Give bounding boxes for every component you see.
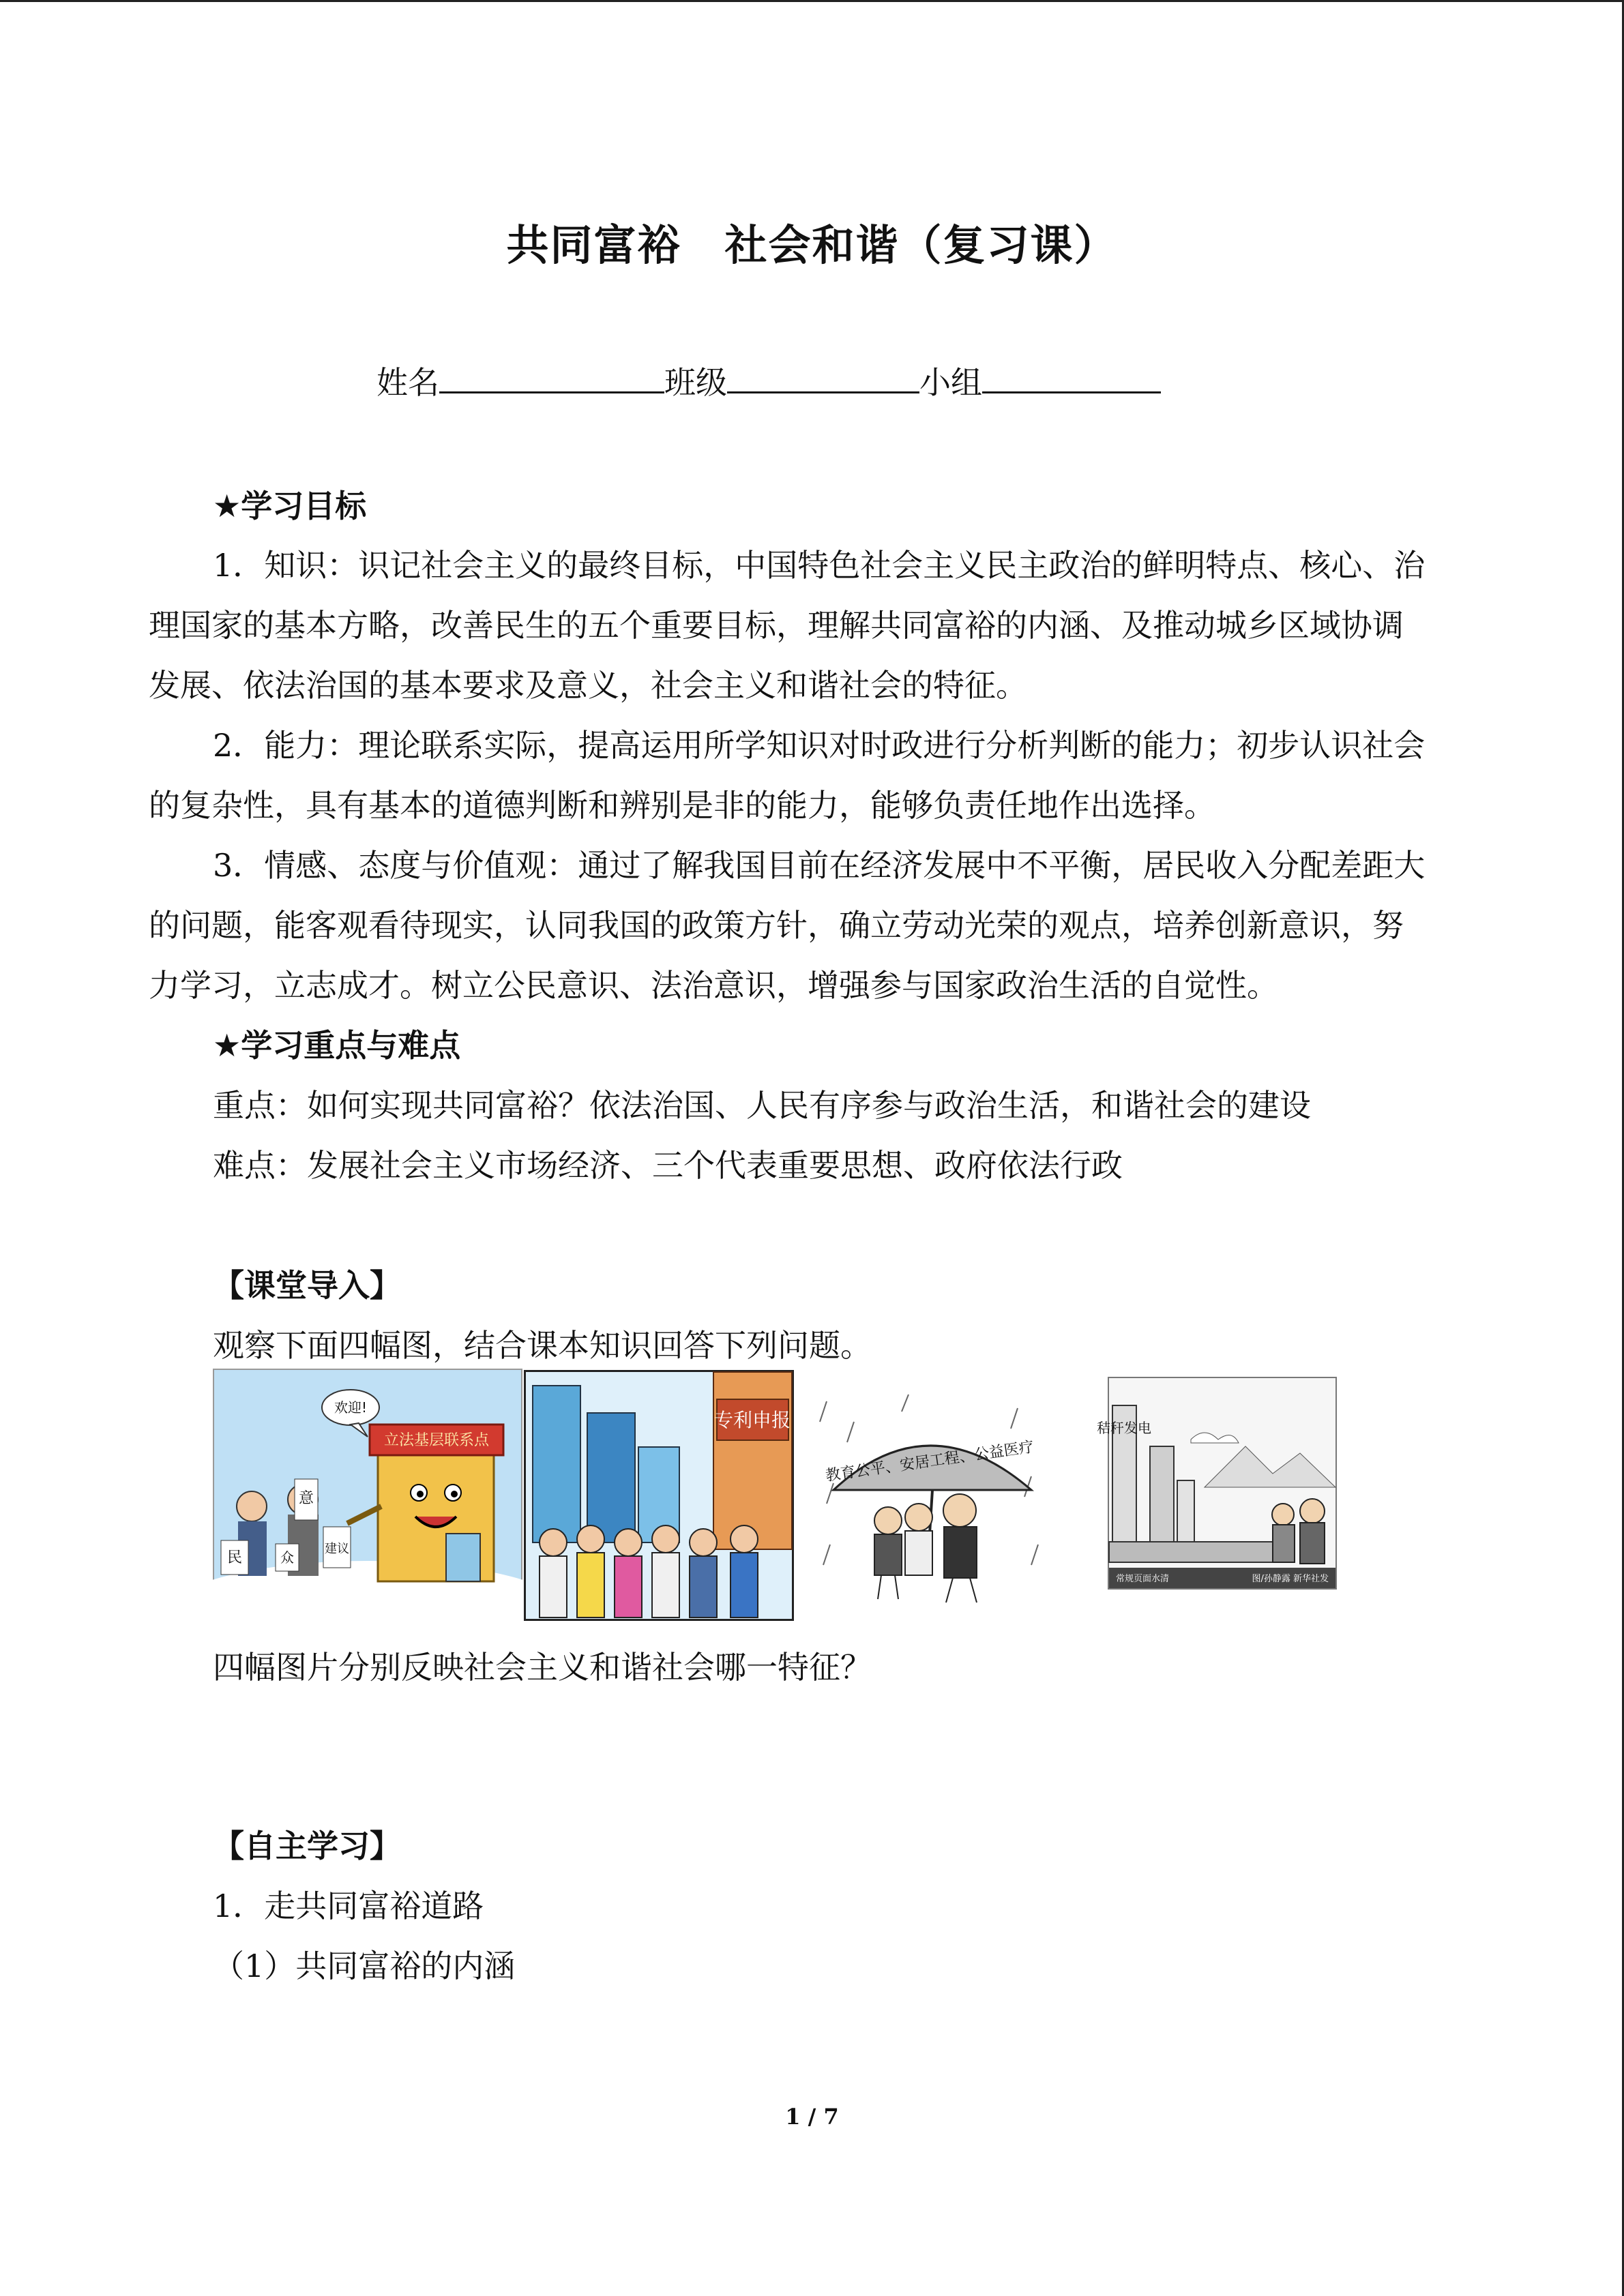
difficulty-text: 难点：发展社会主义市场经济、三个代表重要思想、政府依法行政 xyxy=(213,1147,1123,1184)
group-blank[interactable] xyxy=(982,366,1161,393)
welcome-bubble-text: 欢迎! xyxy=(334,1399,368,1416)
name-label: 姓名 xyxy=(377,364,439,401)
student-info-row xyxy=(377,358,1161,403)
cartoon-straw-power xyxy=(1097,1377,1337,1590)
intro-heading: 【课堂导入】 xyxy=(213,1267,401,1304)
cartoon-livelihood-umbrella xyxy=(813,1381,1048,1609)
group-label: 小组 xyxy=(919,364,982,401)
intro-question: 四幅图片分别反映社会主义和谐社会哪一特征？ xyxy=(213,1649,872,1686)
objective-line: 的问题，能客观看待现实，认同我国的政策方针，确立劳动光荣的观点，培养创新意识，努 xyxy=(149,907,1404,944)
caption-right-text: 图/孙静露 新华社发 xyxy=(1252,1574,1329,1584)
sign-text: 立法基层联系点 xyxy=(383,1432,490,1449)
caption-left-text: 常规页面水清 xyxy=(1116,1574,1170,1584)
class-blank[interactable] xyxy=(727,366,919,393)
objective-line: 力学习，立志成才。树立公民意识、法治意识，增强参与国家政治生活的自觉性。 xyxy=(149,967,1278,1004)
self-study-heading: 【自主学习】 xyxy=(213,1828,401,1864)
paper-text: 众 xyxy=(280,1549,294,1566)
document-title: 共同富裕 社会和谐（复习课） xyxy=(506,220,1118,270)
page-number: 1 / 7 xyxy=(785,2104,839,2130)
key-points-heading: ★学习重点与难点 xyxy=(213,1027,461,1064)
focus-text: 重点：如何实现共同富裕？依法治国、人民有序参与政治生活，和谐社会的建设 xyxy=(213,1087,1311,1124)
cartoon-patent-application xyxy=(524,1370,794,1621)
patent-sign-text: 专利申报 xyxy=(713,1409,791,1431)
self-study-subitem: （1）共同富裕的内涵 xyxy=(213,1948,516,1984)
class-label: 班级 xyxy=(664,364,727,401)
paper-text: 建议 xyxy=(325,1542,349,1556)
objective-line: 的复杂性，具有基本的道德判断和辨别是非的能力，能够负责任地作出选择。 xyxy=(149,787,1215,824)
paper-text: 民 xyxy=(226,1549,243,1566)
objective-line: 1．知识：识记社会主义的最终目标，中国特色社会主义民主政治的鲜明特点、核心、治 xyxy=(213,547,1426,584)
objective-line: 3．情感、态度与价值观：通过了解我国目前在经济发展中不平衡，居民收入分配差距大 xyxy=(213,847,1426,884)
paper-text: 意 xyxy=(298,1490,314,1507)
self-study-item: 1．走共同富裕道路 xyxy=(213,1888,484,1924)
umbrella-text: 教育公平、安居工程、公益医疗 xyxy=(824,1438,1035,1485)
cartoon-legislative-liaison xyxy=(213,1369,522,1620)
objective-line: 理国家的基本方略，改善民生的五个重要目标，理解共同富裕的内涵、及推动城乡区域协调 xyxy=(149,607,1404,644)
page-top-border xyxy=(0,0,1624,2)
objective-line: 2．能力：理论联系实际，提高运用所学知识对时政进行分析判断的能力；初步认识社会 xyxy=(213,727,1426,764)
intro-prompt: 观察下面四幅图，结合课本知识回答下列问题。 xyxy=(213,1327,872,1364)
name-blank[interactable] xyxy=(439,366,664,393)
objectives-heading: ★学习目标 xyxy=(213,488,367,524)
objective-line: 发展、依法治国的基本要求及意义，社会主义和谐社会的特征。 xyxy=(149,667,1027,704)
vertical-sign-text: 秸秆发电 xyxy=(1097,1420,1151,1436)
